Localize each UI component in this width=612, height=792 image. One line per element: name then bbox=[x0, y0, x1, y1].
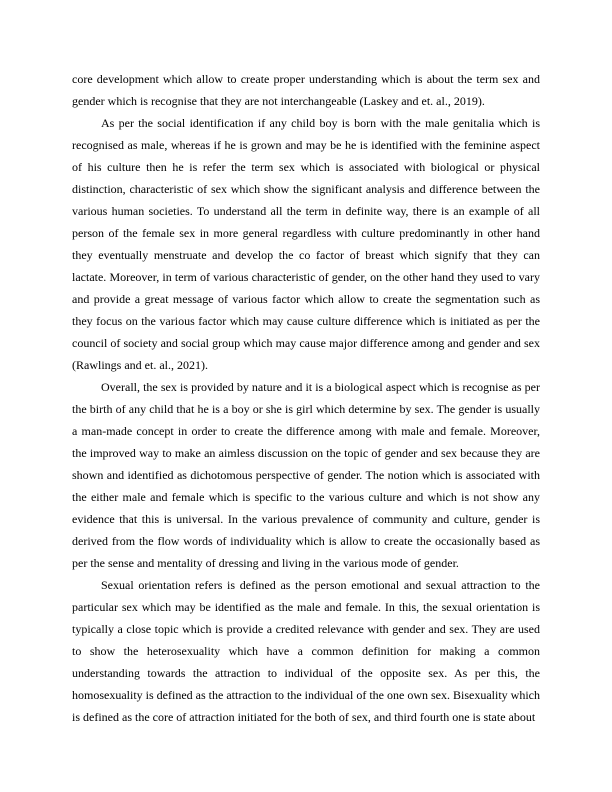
document-body bbox=[72, 68, 540, 728]
paragraph-sexual-orientation: Sexual orientation refers is defined as the person emotional and sexual attraction to the particular sex which may be identified as the male and female. In this, the sexual orientation is typically a close topic which is provide a credited relevance with gender and sex. They are used to show the heterosexuality which have a common definition for making a common understanding towards the attraction to individual of the opposite sex. As per this, the homosexuality is defined as the attraction to the individual of the one own sex. Bisexuality which is defined as the core of attraction initiated for the both of sex, and third fourth one is state about bbox=[72, 578, 540, 724]
paragraph-continuation: core development which allow to create proper understanding which is about the term sex and gender which is recognise that they are not interchangeable (Laskey and et. al., 2019). bbox=[72, 72, 540, 108]
paragraph-overall-sex-gender: Overall, the sex is provided by nature and it is a biological aspect which is recognise as per the birth of any child that he is a boy or she is girl which determine by sex. The gender is usually a man-made concept in order to create the difference among with male and female. Moreover, the improved way to make an aimless discussion on the topic of gender and sex because they are shown and identified as dichotomous perspective of gender. The notion which is associated with the either male and female which is specific to the various culture and which is not show any evidence that this is universal. In the various prevalence of community and culture, gender is derived from the flow words of individuality which is allow to create the occasionally based as per the sense and mentality of dressing and living in the various mode of gender. bbox=[72, 380, 540, 570]
paragraph-social-identification: As per the social identification if any child boy is born with the male genitalia which is recognised as male, whereas if he is grown and may be he is identified with the feminine aspect of his culture then he is refer the term sex which is associated with biological or physical distinction, characteristic of sex which show the significant analysis and difference between the various human societies. To understand all the term in definite way, there is an example of all person of the female sex in more general regardless with culture predominantly in other hand they eventually menstruate and develop the co factor of breast which signify that they can lactate. Moreover, in term of various characteristic of gender, on the other hand they used to vary and provide a great message of various factor which allow to create the segmentation such as they focus on the various factor which may cause culture difference which is initiated as per the council of society and social group which may cause major difference among and gender and sex (Rawlings and et. al., 2021). bbox=[72, 116, 540, 372]
